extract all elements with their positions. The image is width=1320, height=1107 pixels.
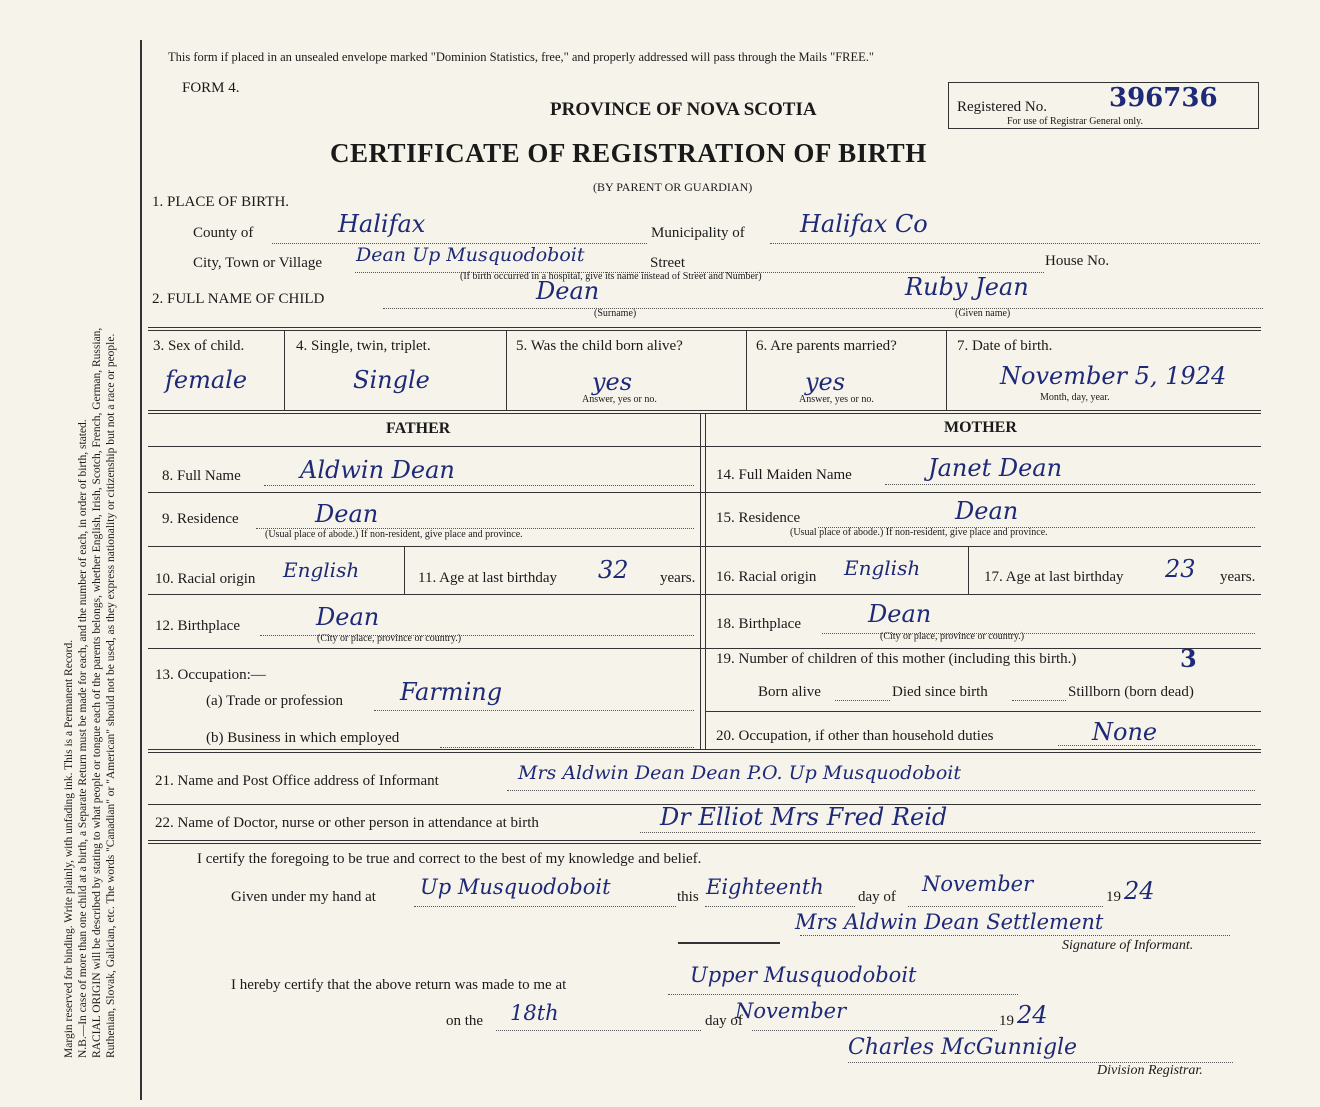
given-year-prefix: 19 bbox=[1106, 889, 1121, 905]
father-age: 32 bbox=[598, 556, 629, 584]
given-year-suffix: 24 bbox=[1124, 877, 1155, 905]
doctor-label: 22. Name of Doctor, nurse or other person in attendance at birth bbox=[155, 815, 539, 831]
county-value: Halifax bbox=[338, 210, 426, 238]
this-label: this bbox=[677, 889, 699, 905]
registered-label: Registered No. bbox=[957, 99, 1047, 115]
registrar-year-suffix: 24 bbox=[1017, 1001, 1048, 1029]
mother-birthplace-note: (City or place, province or country.) bbox=[880, 631, 1025, 642]
father-trade: Farming bbox=[400, 678, 503, 706]
born-alive-value: yes bbox=[592, 368, 633, 396]
father-race-label: 10. Racial origin bbox=[155, 571, 256, 587]
father-residence: Dean bbox=[315, 500, 379, 528]
county-label: County of bbox=[193, 225, 254, 241]
plurality-value: Single bbox=[353, 366, 430, 394]
page-subtitle: (BY PARENT OR GUARDIAN) bbox=[593, 180, 753, 194]
registrar-signature-label: Division Registrar. bbox=[1097, 1063, 1203, 1078]
dob-note: Month, day, year. bbox=[1040, 392, 1110, 403]
page-title: CERTIFICATE OF REGISTRATION OF BIRTH bbox=[330, 138, 927, 168]
given-month: November bbox=[922, 872, 1034, 896]
mother-years: years. bbox=[1220, 569, 1256, 585]
side-note-line3: RACIAL ORIGIN will be described by stating to what people or tongue each of the parents belongs, whether English, Irish, Scotch, French, German, Russian, bbox=[91, 327, 103, 1058]
registrar-note: For use of Registrar General only. bbox=[1007, 116, 1143, 127]
born-alive-label: 5. Was the child born alive? bbox=[516, 338, 683, 354]
mother-occupation-label: 20. Occupation, if other than household duties bbox=[716, 728, 994, 744]
municipality-value: Halifax Co bbox=[800, 210, 928, 238]
stillborn-label: Stillborn (born dead) bbox=[1068, 684, 1194, 700]
died-count-label: Died since birth bbox=[892, 684, 988, 700]
father-age-label: 11. Age at last birthday bbox=[418, 570, 557, 586]
mother-residence-label: 15. Residence bbox=[716, 510, 801, 526]
registrar-signature: Charles McGunnigle bbox=[848, 1035, 1078, 1060]
father-occupation-label: 13. Occupation:— bbox=[155, 667, 266, 683]
father-birthplace-note: (City or place, province or country.) bbox=[317, 633, 462, 644]
mother-abode-note: (Usual place of abode.) If non-resident, give place and province. bbox=[790, 527, 1048, 538]
dob-label: 7. Date of birth. bbox=[957, 338, 1053, 354]
mother-birthplace: Dean bbox=[868, 600, 932, 628]
born-alive-note: Answer, yes or no. bbox=[582, 394, 657, 405]
plurality-label: 4. Single, twin, triplet. bbox=[296, 338, 431, 354]
registrar-statement: I hereby certify that the above return was made to me at bbox=[231, 977, 567, 993]
on-the-label: on the bbox=[446, 1013, 484, 1029]
given-day: Eighteenth bbox=[706, 875, 824, 899]
mother-heading: MOTHER bbox=[944, 419, 1017, 436]
mother-age: 23 bbox=[1165, 555, 1196, 583]
mother-birthplace-label: 18. Birthplace bbox=[716, 616, 801, 632]
house-label: House No. bbox=[1045, 253, 1110, 269]
street-label: Street bbox=[650, 255, 685, 271]
born-alive-count-label: Born alive bbox=[758, 684, 821, 700]
margin-instructions bbox=[62, 38, 118, 1058]
mother-occupation: None bbox=[1092, 718, 1158, 746]
child-name-label: 2. FULL NAME OF CHILD bbox=[152, 291, 325, 307]
city-value: Dean Up Musquodoboit bbox=[356, 244, 585, 266]
father-name-label: 8. Full Name bbox=[162, 468, 241, 484]
informant-signature: Mrs Aldwin Dean Settlement bbox=[795, 910, 1104, 934]
registered-number-box bbox=[948, 82, 1259, 129]
given-at-label: Given under my hand at bbox=[231, 889, 376, 905]
informant-value: Mrs Aldwin Dean Dean P.O. Up Musquodoboit bbox=[518, 762, 961, 784]
father-years: years. bbox=[660, 570, 696, 586]
registrar-year-prefix: 19 bbox=[999, 1013, 1014, 1029]
registrar-place: Upper Musquodoboit bbox=[690, 963, 917, 987]
registered-value: 396736 bbox=[1109, 83, 1218, 113]
informant-label: 21. Name and Post Office address of Informant bbox=[155, 773, 439, 789]
side-note-line4: Ruthenian, Slovak, Galician, etc. The words "Canadian" or "American" should not be used, as they express nationality or citizenship but not a race or people. bbox=[105, 333, 117, 1058]
mother-name-label: 14. Full Maiden Name bbox=[716, 467, 852, 483]
side-note-line2: N.B.—In case of more than one child at a birth, a Separate Return must be made for each, and the number of each, in order of birth, stated. bbox=[77, 419, 89, 1058]
father-name: Aldwin Dean bbox=[300, 456, 455, 484]
side-note-line1: Margin reserved for binding. Write plainly, with unfading ink. This is a Permanent Record. bbox=[63, 639, 75, 1058]
dob-value: November 5, 1924 bbox=[1000, 362, 1227, 390]
mother-age-label: 17. Age at last birthday bbox=[984, 569, 1124, 585]
father-business-label: (b) Business in which employed bbox=[206, 730, 400, 746]
form-number: FORM 4. bbox=[182, 80, 240, 96]
father-trade-label: (a) Trade or profession bbox=[206, 693, 344, 709]
sex-label: 3. Sex of child. bbox=[153, 338, 245, 354]
mother-residence: Dean bbox=[955, 497, 1019, 525]
hospital-note: (If birth occurred in a hospital, give its name instead of Street and Number) bbox=[460, 271, 762, 282]
child-given-name: Ruby Jean bbox=[905, 273, 1029, 301]
father-residence-label: 9. Residence bbox=[162, 511, 239, 527]
mother-race-label: 16. Racial origin bbox=[716, 569, 817, 585]
sex-value: female bbox=[165, 366, 248, 394]
registrar-month: November bbox=[735, 999, 847, 1023]
father-birthplace-label: 12. Birthplace bbox=[155, 618, 240, 634]
married-note: Answer, yes or no. bbox=[799, 394, 874, 405]
day-of-label: day of bbox=[858, 889, 896, 905]
children-count: 3 bbox=[1180, 644, 1197, 673]
registrar-day: 18th bbox=[510, 1001, 559, 1025]
given-place: Up Musquodoboit bbox=[420, 875, 611, 899]
registrar-day-of-label: day of bbox=[705, 1013, 743, 1029]
father-race: English bbox=[283, 558, 360, 582]
mother-name: Janet Dean bbox=[928, 454, 1063, 482]
married-label: 6. Are parents married? bbox=[756, 338, 897, 354]
city-label: City, Town or Village bbox=[193, 255, 323, 271]
doctor-value: Dr Elliot Mrs Fred Reid bbox=[660, 803, 948, 831]
married-value: yes bbox=[805, 368, 846, 396]
child-surname: Dean bbox=[536, 277, 600, 305]
place-of-birth-heading: 1. PLACE OF BIRTH. bbox=[152, 194, 290, 210]
father-abode-note: (Usual place of abode.) If non-resident, give place and province. bbox=[265, 529, 523, 540]
municipality-label: Municipality of bbox=[651, 225, 745, 241]
surname-label: (Surname) bbox=[594, 308, 637, 319]
father-birthplace: Dean bbox=[316, 603, 380, 631]
father-heading: FATHER bbox=[386, 420, 451, 437]
mother-race: English bbox=[844, 556, 921, 580]
children-count-label: 19. Number of children of this mother (including this birth.) bbox=[716, 651, 1077, 667]
given-name-label: (Given name) bbox=[955, 308, 1011, 319]
informant-signature-label: Signature of Informant. bbox=[1062, 938, 1194, 953]
province-heading: PROVINCE OF NOVA SCOTIA bbox=[550, 99, 817, 120]
mail-note: This form if placed in an unsealed envelope marked "Dominion Statistics, free," and properly addressed will pass through the Mails "FREE." bbox=[168, 50, 875, 64]
certification-statement: I certify the foregoing to be true and correct to the best of my knowledge and belief. bbox=[197, 851, 702, 867]
